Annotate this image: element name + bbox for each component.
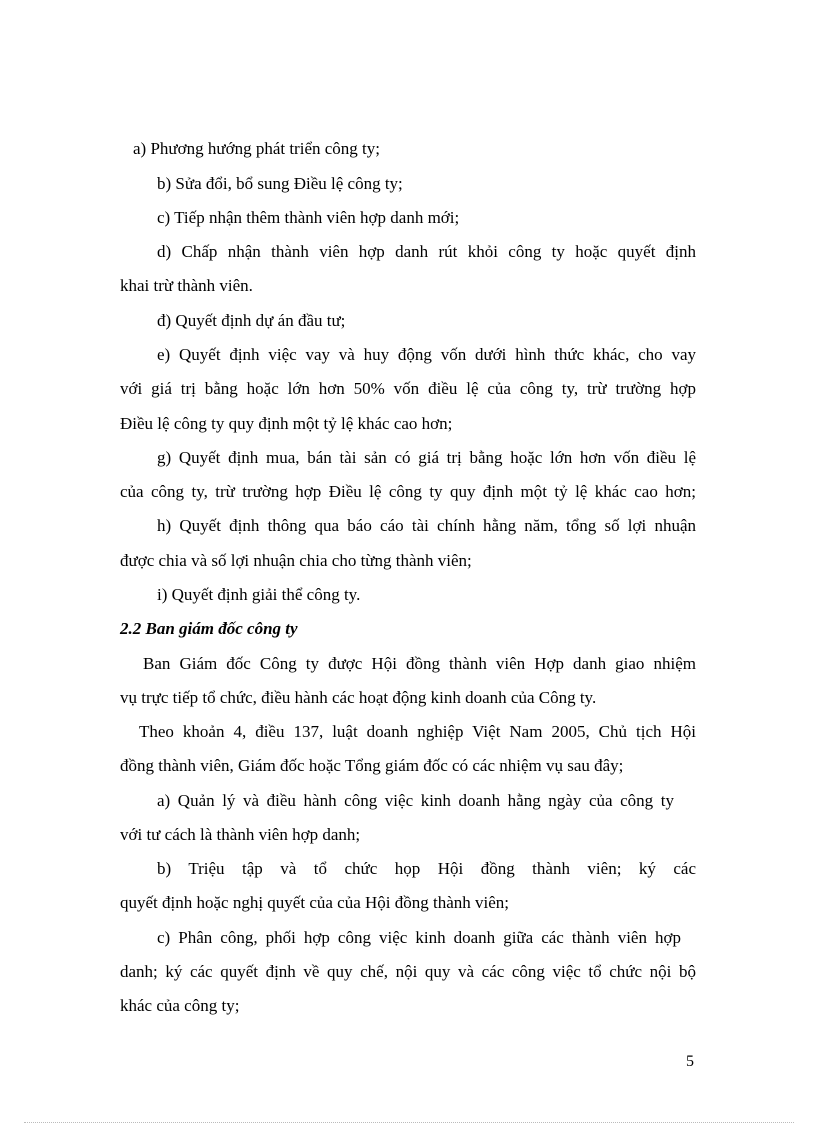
- text-line: b) Sửa đổi, bổ sung Điều lệ công ty;: [157, 174, 403, 193]
- text-line: với giá trị bằng hoặc lớn hơn 50% vốn điều lệ của công ty, trừ trường hợp: [120, 379, 696, 398]
- text-line: c) Phân công, phối hợp công việc kinh doanh giữa các thành viên hợp: [157, 928, 681, 947]
- text-line: g) Quyết định mua, bán tài sản có giá trị bằng hoặc lớn hơn vốn điều lệ: [157, 448, 696, 467]
- text-line: của công ty, trừ trường hợp Điều lệ công ty quy định một tỷ lệ khác cao hơn;: [120, 482, 696, 501]
- text-line: Ban Giám đốc Công ty được Hội đồng thành viên Hợp danh giao nhiệm: [143, 654, 696, 673]
- text-line: khác của công ty;: [120, 996, 240, 1015]
- page-number: 5: [686, 1053, 694, 1070]
- text-line: khai trừ thành viên.: [120, 276, 253, 295]
- text-line: vụ trực tiếp tổ chức, điều hành các hoạt động kinh doanh của Công ty.: [120, 688, 597, 707]
- text-line: được chia và số lợi nhuận chia cho từng thành viên;: [120, 551, 472, 570]
- text-line: với tư cách là thành viên hợp danh;: [120, 825, 361, 844]
- section-heading: 2.2 Ban giám đốc công ty: [120, 619, 298, 638]
- text-line: đ) Quyết định dự án đầu tư;: [157, 311, 346, 330]
- text-line: a) Phương hướng phát triển công ty;: [133, 139, 380, 158]
- text-line: a) Quản lý và điều hành công việc kinh doanh hằng ngày của công ty: [157, 791, 674, 810]
- text-line: e) Quyết định việc vay và huy động vốn dưới hình thức khác, cho vay: [157, 345, 696, 364]
- text-line: c) Tiếp nhận thêm thành viên hợp danh mới;: [157, 208, 460, 227]
- text-line: danh; ký các quyết định về quy chế, nội quy và các công việc tổ chức nội bộ: [120, 962, 696, 981]
- text-line: h) Quyết định thông qua báo cáo tài chính hằng năm, tổng số lợi nhuận: [157, 516, 696, 535]
- text-line: i) Quyết định giải thể công ty.: [157, 585, 361, 604]
- text-line: d) Chấp nhận thành viên hợp danh rút khỏi công ty hoặc quyết định: [157, 242, 696, 261]
- text-line: Theo khoản 4, điều 137, luật doanh nghiệp Việt Nam 2005, Chủ tịch Hội: [139, 722, 696, 741]
- text-line: b) Triệu tập và tổ chức họp Hội đồng thành viên; ký các: [157, 859, 696, 878]
- text-line: đồng thành viên, Giám đốc hoặc Tổng giám đốc có các nhiệm vụ sau đây;: [120, 756, 624, 775]
- text-line: quyết định hoặc nghị quyết của của Hội đồng thành viên;: [120, 893, 510, 912]
- text-line: Điều lệ công ty quy định một tỷ lệ khác cao hơn;: [120, 414, 453, 433]
